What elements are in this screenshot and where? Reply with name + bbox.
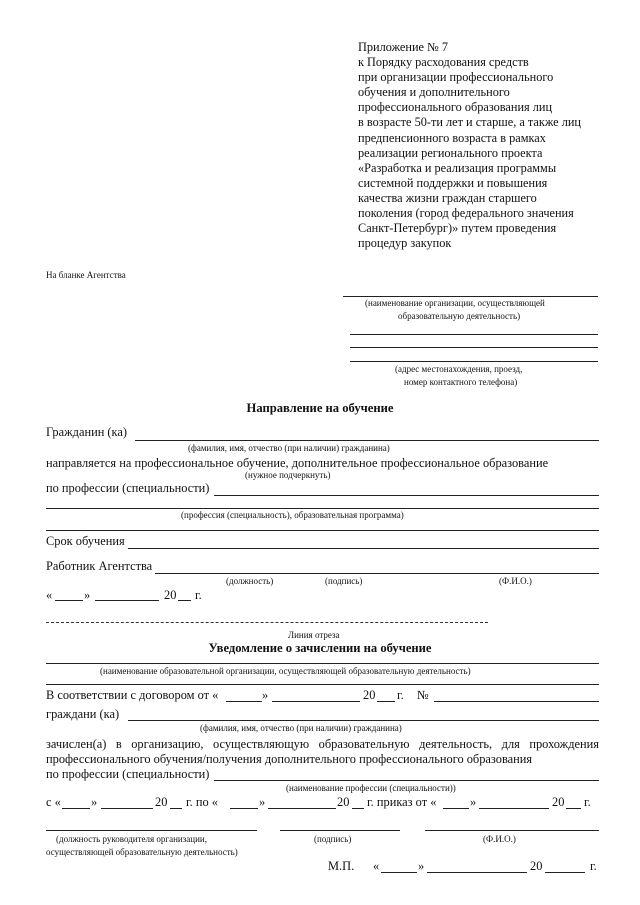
appendix-line: реализации регионального проекта [358, 145, 543, 160]
address-field-3[interactable] [350, 361, 598, 362]
term-field[interactable] [128, 548, 599, 549]
notice-title: Уведомление о зачислении на обучение [208, 641, 432, 655]
worker-field[interactable] [155, 573, 599, 574]
appendix-line: при организации профессионального [358, 70, 554, 85]
period-to-day-field[interactable] [230, 808, 258, 809]
notice-citizen-caption: (фамилия, имя, отчество (при наличии) гражданина) [200, 723, 402, 733]
period-from-year-field[interactable] [170, 808, 182, 809]
order-month-field[interactable] [479, 808, 549, 809]
appendix-line: Санкт-Петербург)» путем проведения [358, 221, 557, 236]
period-year1: 20 [155, 795, 168, 809]
period-mid1: » [91, 795, 98, 809]
enrolled-text-2: профессионального обучения/получения дополнительного профессионального образования [46, 752, 533, 766]
stamp-day-field[interactable] [381, 872, 417, 873]
enrolled-text-1: зачислен(а) в организацию, осуществляющую образовательную деятельность, для прохождения [46, 737, 599, 751]
referral-title: Направление на обучение [246, 401, 394, 415]
head-fio-caption: (Ф.И.О.) [483, 834, 516, 844]
appendix-block [358, 40, 628, 251]
citizen-caption: (фамилия, имя, отчество (при наличии) гражданина) [188, 443, 390, 453]
notice-profession-label: по профессии (специальности) [46, 767, 210, 781]
notice-org-field[interactable] [46, 663, 599, 664]
order-day-field[interactable] [443, 808, 469, 809]
head-signature-field[interactable] [280, 830, 400, 831]
notice-org-caption: (наименование образовательной организации, осуществляющей образовательную деятельность) [100, 666, 471, 676]
appendix-line: обучения и дополнительного [358, 85, 510, 100]
period-mid2: » [259, 795, 266, 809]
citizen-label: Гражданин (ка) [46, 425, 128, 439]
contract-day-field[interactable] [226, 701, 262, 702]
date-year-field[interactable] [178, 600, 191, 601]
org-name-caption: образовательную деятельность) [398, 311, 521, 321]
contract-prefix: В соответствии с договором от « [46, 688, 219, 702]
date-close: » [84, 588, 91, 602]
period-from-day-field[interactable] [62, 808, 90, 809]
appendix-line: процедур закупок [358, 236, 452, 251]
period-from-month-field[interactable] [101, 808, 153, 809]
date-month-field[interactable] [95, 600, 159, 601]
stamp-date-close: » [418, 859, 425, 873]
stamp-suffix: г. [590, 859, 597, 873]
period-to-month-field[interactable] [268, 808, 336, 809]
profession-field-2[interactable] [46, 508, 599, 509]
org-name-caption: (наименование организации, осуществляющей [365, 298, 545, 308]
cut-line [46, 622, 488, 623]
position-caption: (должность) [226, 576, 274, 586]
signature-caption: (подпись) [325, 576, 363, 586]
head-caption: (должность руководителя организации, [56, 834, 207, 844]
period-to: г. по « [186, 795, 218, 809]
citizen-field[interactable] [135, 440, 599, 441]
date-open: « [46, 588, 53, 602]
stamp-label: М.П. [328, 859, 355, 873]
contract-number-field[interactable] [434, 701, 599, 702]
contract-year-suffix: г. [397, 688, 404, 702]
fio-caption: (Ф.И.О.) [499, 576, 532, 586]
notice-citizen-label: граждани (ка) [46, 707, 120, 721]
head-signature-caption: (подпись) [314, 834, 352, 844]
appendix-line: к Порядку расходования средств [358, 55, 529, 70]
appendix-line: системной поддержки и повышения [358, 175, 548, 190]
stamp-date-open: « [373, 859, 380, 873]
address-caption: номер контактного телефона) [404, 377, 518, 387]
date-day-field[interactable] [55, 600, 83, 601]
profession-field-3[interactable] [46, 530, 599, 531]
sent-text: направляется на профессиональное обучение, дополнительное профессиональное образование [46, 456, 549, 470]
stamp-year-field[interactable] [545, 872, 585, 873]
order-label: г. приказ от « [367, 795, 437, 809]
contract-no: № [417, 688, 429, 702]
notice-citizen-field[interactable] [128, 720, 599, 721]
appendix-line: в возрасте 50-ти лет и старше, а также лиц [358, 115, 582, 130]
contract-month-field[interactable] [272, 701, 360, 702]
head-caption: осуществляющей образовательную деятельность) [46, 847, 238, 857]
contract-year: 20 [363, 688, 376, 702]
profession-caption: (профессия (специальность), образовательная программа) [181, 510, 404, 520]
year-suffix: г. [195, 588, 202, 602]
stamp-month-field[interactable] [427, 872, 527, 873]
head-fio-field[interactable] [425, 830, 599, 831]
term-label: Срок обучения [46, 534, 125, 548]
appendix-line: профессионального образования лиц [358, 100, 553, 115]
appendix-line: «Разработка и реализация программы [358, 160, 557, 175]
order-year: 20 [552, 795, 565, 809]
notice-profession-field[interactable] [214, 780, 599, 781]
notice-profession-caption: (наименование профессии (специальности)) [286, 783, 456, 793]
blank-note: На бланке Агентства [46, 270, 126, 280]
year-prefix: 20 [164, 588, 177, 602]
order-year-field[interactable] [566, 808, 581, 809]
worker-label: Работник Агентства [46, 559, 153, 573]
address-caption: (адрес местонахождения, проезд, [395, 364, 523, 374]
appendix-line: поколения (город федерального значения [358, 206, 574, 221]
profession-field[interactable] [214, 495, 599, 496]
contract-mid: » [262, 688, 269, 702]
period-from: с « [46, 795, 61, 809]
profession-label: по профессии (специальности) [46, 481, 210, 495]
stamp-year: 20 [530, 859, 543, 873]
address-field-1[interactable] [350, 334, 598, 335]
order-mid: » [470, 795, 477, 809]
appendix-line: качества жизни граждан старшего [358, 190, 537, 205]
appendix-line: предпенсионного возраста в рамках [358, 130, 546, 145]
appendix-line: Приложение № 7 [358, 40, 449, 54]
cut-line-label: Линия отреза [288, 630, 340, 640]
period-to-year-field[interactable] [352, 808, 364, 809]
notice-org-field-2[interactable] [46, 684, 599, 685]
contract-year-field[interactable] [377, 701, 395, 702]
org-name-field[interactable] [343, 296, 598, 297]
period-year2: 20 [337, 795, 350, 809]
underline-caption: (нужное подчеркнуть) [245, 470, 331, 480]
order-suffix: г. [584, 795, 591, 809]
head-position-field[interactable] [46, 830, 257, 831]
address-field-2[interactable] [350, 347, 598, 348]
